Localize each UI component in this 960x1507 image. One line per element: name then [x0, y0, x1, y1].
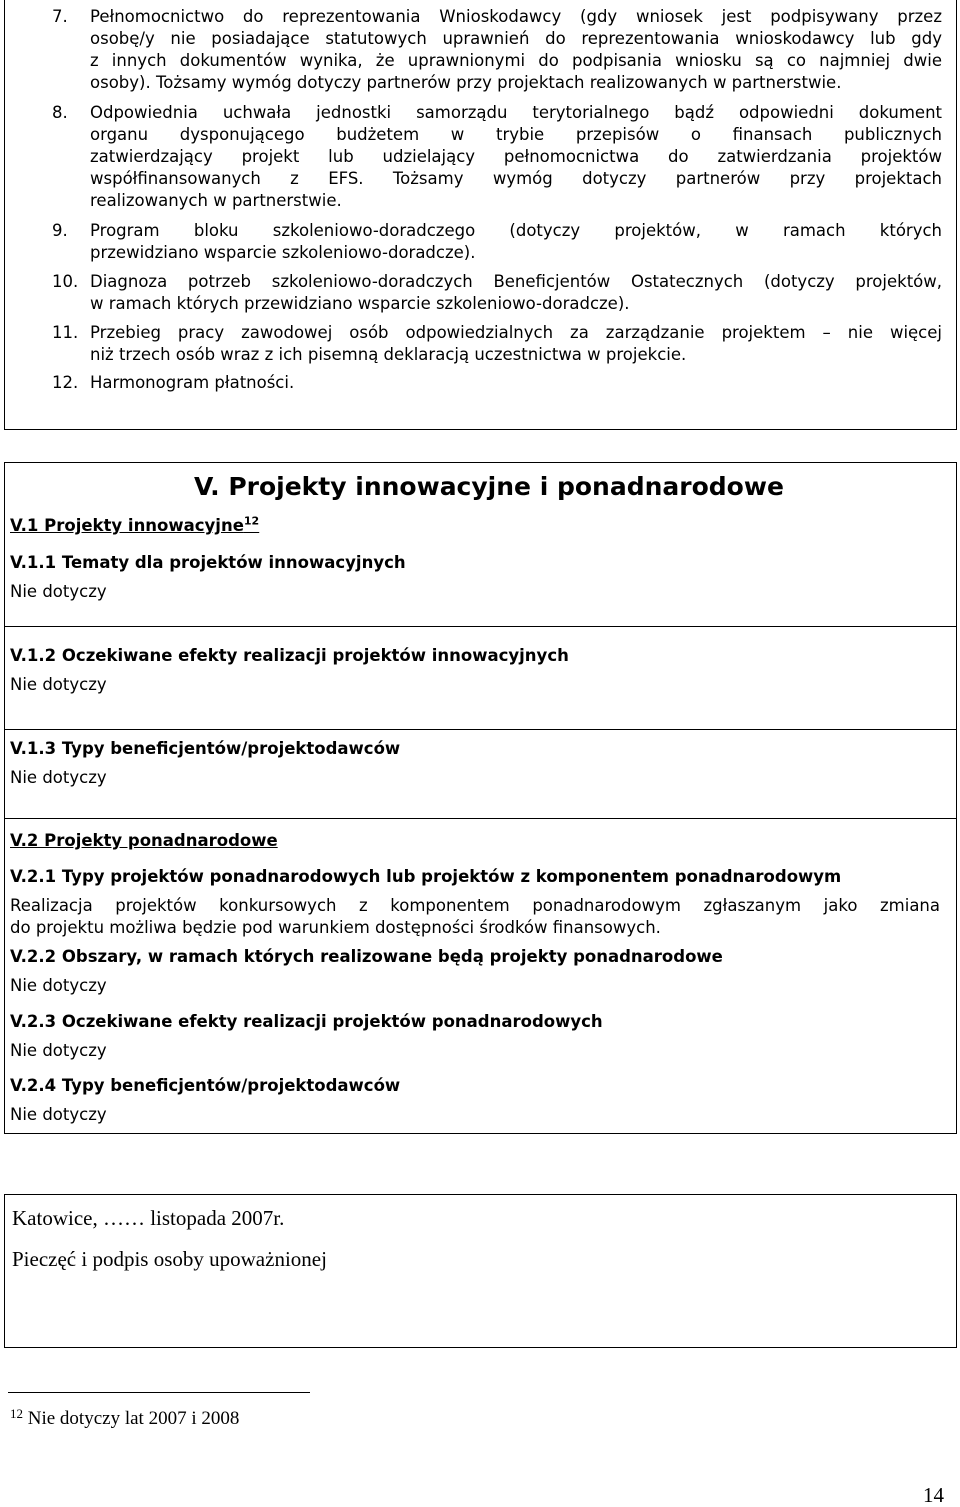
place-date: Katowice, …… listopada 2007r. [12, 1206, 285, 1230]
page-number: 14 [923, 1483, 944, 1507]
list-item-line: realizowanych w partnerstwie. [90, 191, 342, 210]
v2-1-heading: V.2.1 Typy projektów ponadnarodowych lub projektów z komponentem ponadnarodowym [10, 867, 842, 886]
list-item-number: 12. [52, 373, 79, 392]
list-item-line: Program bloku szkoleniowo-doradczego (dotyczy projektów, w ramach których [90, 221, 942, 240]
list-item-line: osobę/y nie posiadające statutowych uprawnień do reprezentowania wnioskodawcy lub gdy [90, 29, 942, 48]
footnote-ref[interactable]: 12 [243, 514, 260, 528]
list-item-line: przewidziano wsparcie szkoleniowo-doradcze). [90, 243, 476, 262]
v1-heading-text: V.1 Projekty innowacyjne [10, 516, 244, 535]
list-item-line: w ramach których przewidziano wsparcie szkoleniowo-doradcze). [90, 294, 630, 313]
v2-heading-text: V.2 Projekty ponadnarodowe [10, 831, 278, 850]
section-divider [5, 729, 956, 730]
v2-4-body: Nie dotyczy [10, 1105, 107, 1124]
v2-2-body: Nie dotyczy [10, 976, 107, 995]
list-item-line: Przebieg pracy zawodowej osób odpowiedzialnych za zarządzanie projektem – nie więcej [90, 323, 942, 342]
v1-1-block [10, 552, 940, 603]
list-item-line: niż trzech osób wraz z ich pisemną deklaracją uczestnictwa w projekcie. [90, 345, 687, 364]
v1-1-body: Nie dotyczy [10, 582, 107, 601]
list-item-line: Harmonogram płatności. [90, 373, 295, 392]
list-item-number: 8. [52, 103, 68, 122]
v2-1-body-line: Realizacja projektów konkursowych z komponentem ponadnarodowym zgłaszanym jako zmiana [10, 896, 940, 915]
list-item-line: Diagnoza potrzeb szkoleniowo-doradczych Beneficjentów Ostatecznych (dotyczy projektów, [90, 272, 942, 291]
section-divider [5, 818, 956, 819]
stamp-signature-line: Pieczęć i podpis osoby upoważnionej [12, 1247, 327, 1271]
list-item-line: Pełnomocnictwo do reprezentowania Wnioskodawcy (gdy wniosek jest podpisywany przez [90, 7, 942, 26]
list-item-line: współfinansowanych z EFS. Tożsamy wymóg dotyczy partnerów przy projektach [90, 169, 942, 188]
v1-3-body: Nie dotyczy [10, 768, 107, 787]
list-item-line: zatwierdzający projekt lub udzielający pełnomocnictwa do zatwierdzania projektów [90, 147, 942, 166]
list-item-number: 10. [52, 272, 79, 291]
list-item-number: 7. [52, 7, 68, 26]
list-item-number: 9. [52, 221, 68, 240]
v1-1-heading: V.1.1 Tematy dla projektów innowacyjnych [10, 553, 406, 572]
v2-4-block [10, 1075, 940, 1126]
footnote [10, 1407, 239, 1431]
v2-3-body: Nie dotyczy [10, 1041, 107, 1060]
v2-4-heading: V.2.4 Typy beneficjentów/projektodawców [10, 1076, 401, 1095]
v2-2-heading: V.2.2 Obszary, w ramach których realizowane będą projekty ponadnarodowe [10, 947, 723, 966]
v1-3-block [10, 738, 940, 789]
v2-3-heading: V.2.3 Oczekiwane efekty realizacji projektów ponadnarodowych [10, 1012, 603, 1031]
v2-1-body-line: do projektu możliwa będzie pod warunkiem dostępności środków finansowych. [10, 918, 661, 937]
list-item-line: z innych dokumentów wynika, że uprawnionymi do podpisania wniosku są co najmniej dwie [90, 51, 942, 70]
section-divider [5, 626, 956, 627]
footnote-text: Nie dotyczy lat 2007 i 2008 [27, 1408, 240, 1429]
list-item-line: Odpowiednia uchwała jednostki samorządu terytorialnego bądź odpowiedni dokument [90, 103, 942, 122]
list-item-line: organu dysponującego budżetem w trybie przepisów o finansach publicznych [90, 125, 942, 144]
list-item-number: 11. [52, 323, 79, 342]
v1-3-heading: V.1.3 Typy beneficjentów/projektodawców [10, 739, 401, 758]
section-v-title: V. Projekty innowacyjne i ponadnarodowe [194, 472, 784, 501]
v2-2-block [10, 946, 940, 997]
v1-2-block [10, 645, 940, 696]
v1-2-heading: V.1.2 Oczekiwane efekty realizacji projektów innowacyjnych [10, 646, 569, 665]
v2-heading [10, 830, 940, 852]
v2-3-block [10, 1011, 940, 1062]
v1-2-body: Nie dotyczy [10, 675, 107, 694]
v1-heading [10, 515, 940, 537]
footnote-separator [8, 1392, 310, 1393]
v2-1-block [10, 866, 940, 939]
footnote-number: 12 [10, 1406, 23, 1421]
list-item-line: osoby). Tożsamy wymóg dotyczy partnerów przy projektach realizowanych w partnerstwie. [90, 73, 842, 92]
